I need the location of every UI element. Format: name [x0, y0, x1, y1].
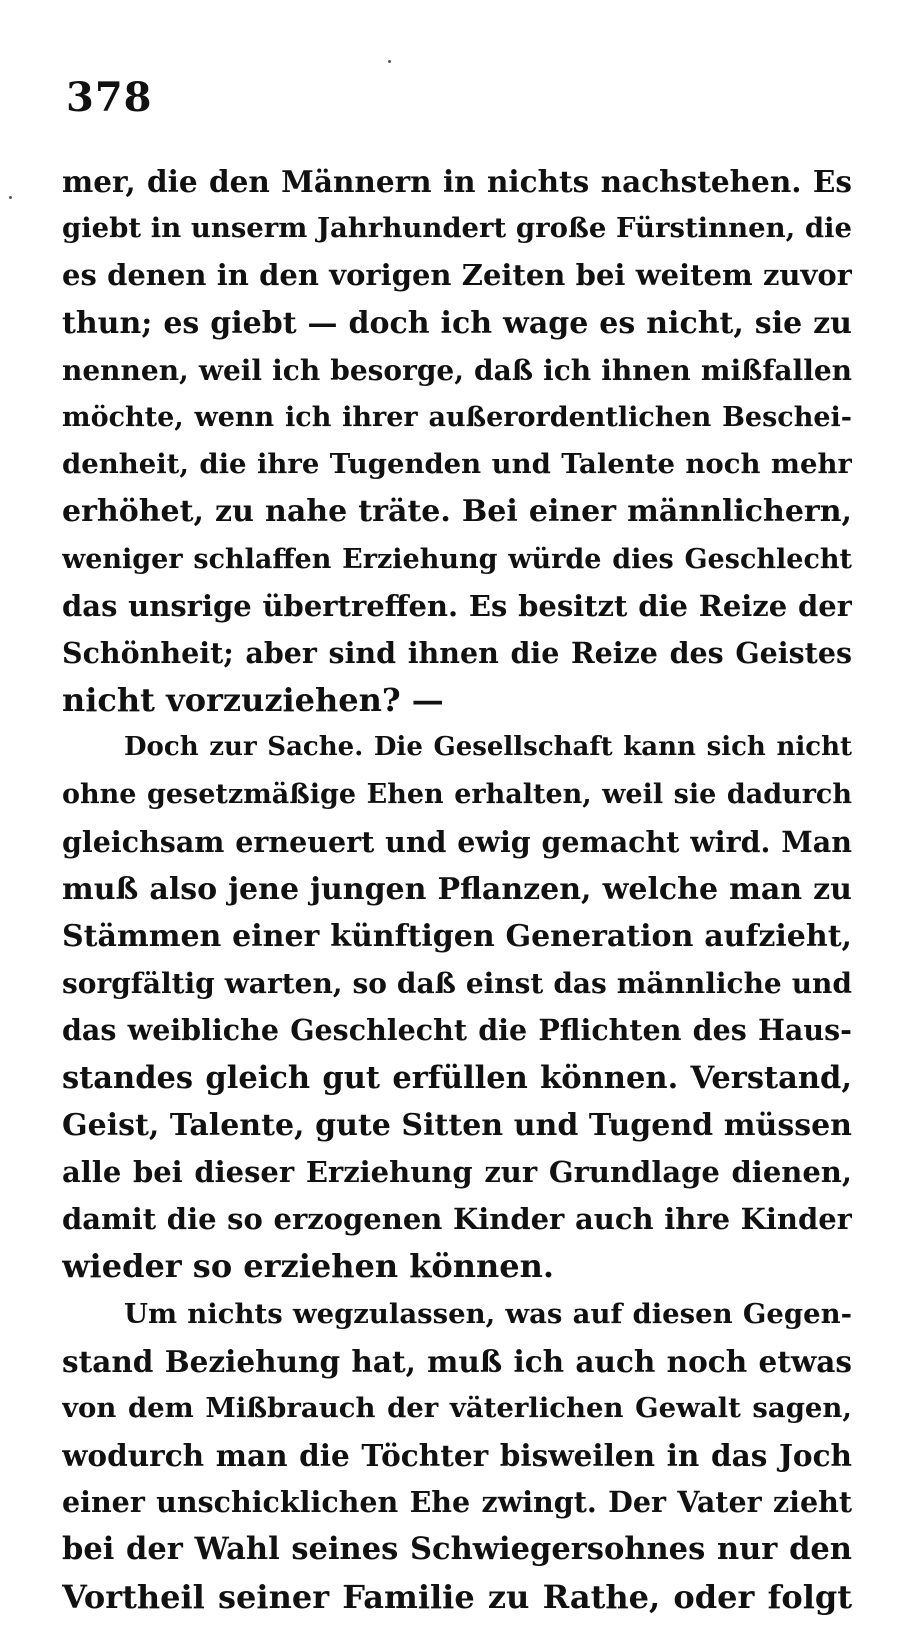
text-line: alle bei dieser Erziehung zur Grundlage dienen,	[62, 1154, 852, 1189]
text-line: das unsrige übertreffen. Es besitzt die Reize der	[62, 588, 852, 623]
text-line: erhöhet, zu nahe träte. Bei einer männlichern,	[62, 494, 852, 530]
text-line: gleichsam erneuert und ewig gemacht wird. Man	[62, 824, 852, 859]
print-speck	[388, 60, 391, 63]
text-line: ohne gesetzmäßige Ehen erhalten, weil sie dadurch	[62, 779, 852, 811]
text-line: Doch zur Sache. Die Gesellschaft kann sich nicht	[124, 732, 852, 763]
text-line: sorgfältig warten, so daß einst das männliche und	[62, 967, 852, 1001]
text-line: von dem Mißbrauch der väterlichen Gewalt sagen,	[62, 1391, 852, 1424]
text-line: es denen in den vorigen Zeiten bei weitem zuvor	[62, 258, 852, 293]
text-line: weniger schlaffen Erziehung würde dies Geschlecht	[62, 543, 852, 575]
body-text	[62, 158, 852, 1621]
text-line: Stämmen einer künftigen Generation aufzieht,	[62, 919, 852, 954]
text-line: möchte, wenn ich ihrer außerordentlichen Beschei-	[62, 401, 852, 433]
text-line: wieder so erziehen können.	[62, 1247, 555, 1286]
print-speck	[9, 196, 12, 199]
page-number: 378	[66, 74, 153, 121]
text-line: nicht vorzuziehen? —	[62, 681, 444, 720]
text-line: standes gleich gut erfüllen können. Verstand,	[62, 1059, 852, 1096]
text-line: einer unschicklichen Ehe zwingt. Der Vater zieht	[62, 1485, 852, 1520]
text-line: giebt in unserm Jahrhundert große Fürstinnen, die	[62, 212, 852, 245]
text-line: muß also jene jungen Pflanzen, welche man zu	[62, 871, 852, 907]
text-line: denheit, die ihre Tugenden und Talente noch mehr	[62, 448, 852, 481]
text-line: Vortheil seiner Familie zu Rathe, oder folgt	[62, 1577, 852, 1616]
text-line: wodurch man die Töchter bisweilen in das Joch	[62, 1438, 852, 1474]
text-line: nennen, weil ich besorge, daß ich ihnen mißfallen	[62, 353, 852, 387]
text-line: Geist, Talente, gute Sitten und Tugend müssen	[62, 1107, 852, 1143]
text-line: damit die so erzogenen Kinder auch ihre Kinder	[62, 1202, 852, 1237]
text-line: stand Beziehung hat, muß ich auch noch etwas	[62, 1343, 852, 1379]
text-line: das weibliche Geschlecht die Pflichten des Haus-	[62, 1013, 852, 1048]
text-line: bei der Wahl seines Schwiegersohnes nur den	[62, 1531, 852, 1568]
text-line: thun; es giebt — doch ich wage es nicht, sie zu	[62, 305, 852, 341]
text-line: mer, die den Männern in nichts nachstehen. Es	[62, 164, 852, 199]
text-line: Um nichts wegzulassen, was auf diesen Gegen-	[124, 1297, 852, 1330]
text-line: Schönheit; aber sind ihnen die Reize des Geistes	[62, 635, 852, 670]
